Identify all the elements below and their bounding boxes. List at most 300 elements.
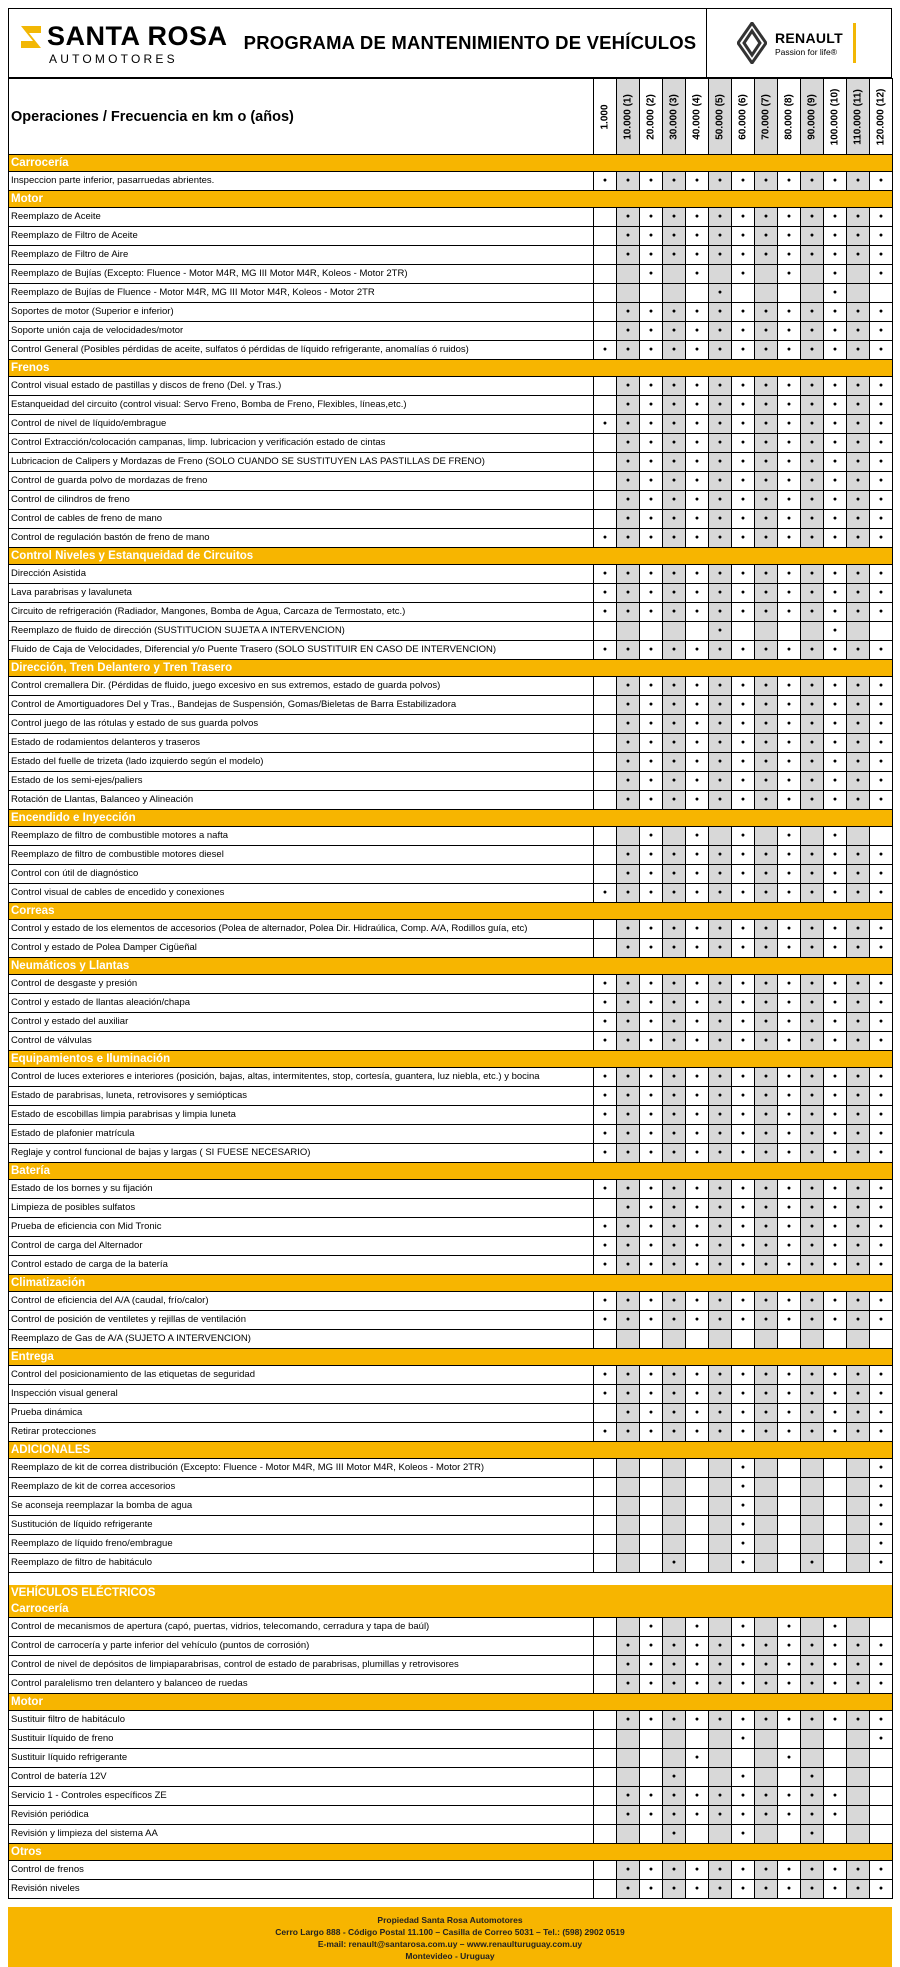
scheduled-dot: ● <box>594 994 617 1013</box>
scheduled-dot: ● <box>640 1068 663 1087</box>
scheduled-dot: ● <box>870 1711 893 1730</box>
scheduled-dot: ● <box>870 1404 893 1423</box>
table-row <box>9 884 893 903</box>
empty-cell <box>686 1768 709 1787</box>
scheduled-dot: ● <box>778 341 801 360</box>
scheduled-dot: ● <box>640 1861 663 1880</box>
scheduled-dot: ● <box>663 227 686 246</box>
scheduled-dot: ● <box>640 1237 663 1256</box>
scheduled-dot: ● <box>709 1256 732 1275</box>
scheduled-dot: ● <box>709 1366 732 1385</box>
scheduled-dot: ● <box>778 1180 801 1199</box>
empty-cell <box>847 1516 870 1535</box>
scheduled-dot: ● <box>778 434 801 453</box>
empty-cell <box>755 1497 778 1516</box>
scheduled-dot: ● <box>801 641 824 660</box>
scheduled-dot: ● <box>755 641 778 660</box>
scheduled-dot: ● <box>755 491 778 510</box>
operation-label: Reemplazo de filtro de habitáculo <box>9 1554 594 1573</box>
scheduled-dot: ● <box>847 341 870 360</box>
scheduled-dot: ● <box>778 975 801 994</box>
operation-label: Control visual estado de pastillas y discos de freno (Del. y Tras.) <box>9 377 594 396</box>
scheduled-dot: ● <box>778 1292 801 1311</box>
scheduled-dot: ● <box>686 772 709 791</box>
scheduled-dot: ● <box>617 1861 640 1880</box>
scheduled-dot: ● <box>709 1711 732 1730</box>
header <box>8 8 892 78</box>
scheduled-dot: ● <box>801 1180 824 1199</box>
operation-label: Sustituir líquido de freno <box>9 1730 594 1749</box>
section-title: Control Niveles y Estanqueidad de Circuitos <box>9 548 893 565</box>
scheduled-dot: ● <box>778 1125 801 1144</box>
scheduled-dot: ● <box>709 472 732 491</box>
scheduled-dot: ● <box>824 396 847 415</box>
empty-cell <box>640 1730 663 1749</box>
scheduled-dot: ● <box>824 1311 847 1330</box>
scheduled-dot: ● <box>686 1068 709 1087</box>
scheduled-dot: ● <box>801 341 824 360</box>
scheduled-dot: ● <box>778 1637 801 1656</box>
scheduled-dot: ● <box>709 303 732 322</box>
column-header-label: 1.000 <box>599 103 611 130</box>
scheduled-dot: ● <box>824 696 847 715</box>
scheduled-dot: ● <box>801 396 824 415</box>
scheduled-dot: ● <box>847 939 870 958</box>
empty-cell <box>709 1825 732 1844</box>
scheduled-dot: ● <box>663 510 686 529</box>
scheduled-dot: ● <box>801 1423 824 1442</box>
scheduled-dot: ● <box>870 1125 893 1144</box>
scheduled-dot: ● <box>824 791 847 810</box>
scheduled-dot: ● <box>732 1880 755 1899</box>
scheduled-dot: ● <box>640 734 663 753</box>
empty-cell <box>594 491 617 510</box>
scheduled-dot: ● <box>824 1144 847 1163</box>
scheduled-dot: ● <box>755 529 778 548</box>
empty-cell <box>755 1330 778 1349</box>
scheduled-dot: ● <box>709 753 732 772</box>
column-header-5 <box>709 79 732 155</box>
operation-label: Reemplazo de filtro de combustible motores diesel <box>9 846 594 865</box>
scheduled-dot: ● <box>824 1656 847 1675</box>
scheduled-dot: ● <box>709 975 732 994</box>
scheduled-dot: ● <box>640 1656 663 1675</box>
scheduled-dot: ● <box>732 227 755 246</box>
operation-label: Control y estado del auxiliar <box>9 1013 594 1032</box>
scheduled-dot: ● <box>686 396 709 415</box>
scheduled-dot: ● <box>686 584 709 603</box>
scheduled-dot: ● <box>801 472 824 491</box>
scheduled-dot: ● <box>870 753 893 772</box>
scheduled-dot: ● <box>778 846 801 865</box>
operation-label: Control de carrocería y parte inferior del vehículo (puntos de corrosión) <box>9 1637 594 1656</box>
empty-cell <box>801 284 824 303</box>
column-header-label: 50.000 (5) <box>714 93 726 140</box>
scheduled-dot: ● <box>686 415 709 434</box>
scheduled-dot: ● <box>640 453 663 472</box>
column-header-label: 90.000 (9) <box>806 93 818 140</box>
scheduled-dot: ● <box>732 265 755 284</box>
scheduled-dot: ● <box>663 1106 686 1125</box>
scheduled-dot: ● <box>640 434 663 453</box>
empty-cell <box>594 1637 617 1656</box>
empty-cell <box>778 622 801 641</box>
section-header <box>9 360 893 377</box>
scheduled-dot: ● <box>755 920 778 939</box>
scheduled-dot: ● <box>732 1144 755 1163</box>
scheduled-dot: ● <box>755 975 778 994</box>
scheduled-dot: ● <box>663 994 686 1013</box>
scheduled-dot: ● <box>640 1423 663 1442</box>
empty-cell <box>870 827 893 846</box>
scheduled-dot: ● <box>732 865 755 884</box>
empty-cell <box>617 1825 640 1844</box>
table-row <box>9 584 893 603</box>
table-row <box>9 1656 893 1675</box>
empty-cell <box>640 622 663 641</box>
empty-cell <box>594 1516 617 1535</box>
scheduled-dot: ● <box>663 1768 686 1787</box>
scheduled-dot: ● <box>686 1385 709 1404</box>
operation-label: Control y estado de llantas aleación/chapa <box>9 994 594 1013</box>
scheduled-dot: ● <box>617 1068 640 1087</box>
scheduled-dot: ● <box>709 603 732 622</box>
scheduled-dot: ● <box>686 1675 709 1694</box>
section-header <box>9 1601 893 1618</box>
empty-cell <box>617 1459 640 1478</box>
scheduled-dot: ● <box>732 584 755 603</box>
brand-sub: AUTOMOTORES <box>49 52 178 66</box>
scheduled-dot: ● <box>755 1423 778 1442</box>
scheduled-dot: ● <box>640 1218 663 1237</box>
scheduled-dot: ● <box>686 227 709 246</box>
scheduled-dot: ● <box>663 1423 686 1442</box>
empty-cell <box>801 827 824 846</box>
scheduled-dot: ● <box>870 1637 893 1656</box>
scheduled-dot: ● <box>709 715 732 734</box>
scheduled-dot: ● <box>663 696 686 715</box>
scheduled-dot: ● <box>847 1656 870 1675</box>
scheduled-dot: ● <box>663 529 686 548</box>
scheduled-dot: ● <box>778 172 801 191</box>
scheduled-dot: ● <box>824 994 847 1013</box>
scheduled-dot: ● <box>594 884 617 903</box>
scheduled-dot: ● <box>663 1237 686 1256</box>
scheduled-dot: ● <box>870 603 893 622</box>
section-header <box>9 660 893 677</box>
scheduled-dot: ● <box>801 303 824 322</box>
scheduled-dot: ● <box>640 772 663 791</box>
section-title: Dirección, Tren Delantero y Tren Trasero <box>9 660 893 677</box>
empty-cell <box>709 1768 732 1787</box>
empty-cell <box>594 510 617 529</box>
scheduled-dot: ● <box>778 415 801 434</box>
scheduled-dot: ● <box>663 772 686 791</box>
scheduled-dot: ● <box>778 1237 801 1256</box>
scheduled-dot: ● <box>847 322 870 341</box>
empty-cell <box>778 1825 801 1844</box>
empty-cell <box>709 1730 732 1749</box>
scheduled-dot: ● <box>732 753 755 772</box>
empty-cell <box>870 1768 893 1787</box>
scheduled-dot: ● <box>824 1423 847 1442</box>
scheduled-dot: ● <box>617 1637 640 1656</box>
scheduled-dot: ● <box>824 1385 847 1404</box>
scheduled-dot: ● <box>755 1806 778 1825</box>
scheduled-dot: ● <box>686 939 709 958</box>
scheduled-dot: ● <box>778 1218 801 1237</box>
empty-cell <box>663 1618 686 1637</box>
scheduled-dot: ● <box>870 677 893 696</box>
scheduled-dot: ● <box>617 1404 640 1423</box>
scheduled-dot: ● <box>824 434 847 453</box>
renault-diamond-icon <box>737 22 767 64</box>
operation-label: Lava parabrisas y lavaluneta <box>9 584 594 603</box>
scheduled-dot: ● <box>617 415 640 434</box>
table-row <box>9 565 893 584</box>
operation-label: Reglaje y control funcional de bajas y largas ( SI FUESE NECESARIO) <box>9 1144 594 1163</box>
scheduled-dot: ● <box>801 529 824 548</box>
empty-cell <box>640 284 663 303</box>
scheduled-dot: ● <box>778 1087 801 1106</box>
operation-label: Control y estado de los elementos de accesorios (Polea de alternador, Polea Dir. Hidraúlica, Comp. A/A, Rodillos guía, etc) <box>9 920 594 939</box>
empty-cell <box>594 1749 617 1768</box>
empty-cell <box>594 1478 617 1497</box>
scheduled-dot: ● <box>640 975 663 994</box>
scheduled-dot: ● <box>594 1144 617 1163</box>
scheduled-dot: ● <box>686 341 709 360</box>
empty-cell <box>755 1516 778 1535</box>
column-header-10 <box>824 79 847 155</box>
scheduled-dot: ● <box>824 1675 847 1694</box>
empty-cell <box>594 1825 617 1844</box>
scheduled-dot: ● <box>778 1880 801 1899</box>
scheduled-dot: ● <box>663 920 686 939</box>
scheduled-dot: ● <box>732 1423 755 1442</box>
scheduled-dot: ● <box>847 1180 870 1199</box>
scheduled-dot: ● <box>732 1554 755 1573</box>
empty-cell <box>594 472 617 491</box>
empty-cell <box>732 284 755 303</box>
scheduled-dot: ● <box>801 696 824 715</box>
scheduled-dot: ● <box>732 1637 755 1656</box>
scheduled-dot: ● <box>640 377 663 396</box>
scheduled-dot: ● <box>778 453 801 472</box>
operations-header: Operaciones / Frecuencia en km o (años) <box>9 79 594 155</box>
scheduled-dot: ● <box>663 415 686 434</box>
scheduled-dot: ● <box>732 1497 755 1516</box>
empty-cell <box>663 265 686 284</box>
scheduled-dot: ● <box>617 1711 640 1730</box>
scheduled-dot: ● <box>686 1237 709 1256</box>
scheduled-dot: ● <box>663 1880 686 1899</box>
empty-cell <box>709 1749 732 1768</box>
empty-cell <box>755 1478 778 1497</box>
scheduled-dot: ● <box>778 939 801 958</box>
scheduled-dot: ● <box>755 1199 778 1218</box>
scheduled-dot: ● <box>594 1237 617 1256</box>
empty-cell <box>755 1459 778 1478</box>
scheduled-dot: ● <box>640 677 663 696</box>
scheduled-dot: ● <box>824 491 847 510</box>
empty-cell <box>686 1330 709 1349</box>
table-row <box>9 1125 893 1144</box>
scheduled-dot: ● <box>778 772 801 791</box>
scheduled-dot: ● <box>709 341 732 360</box>
scheduled-dot: ● <box>617 1806 640 1825</box>
scheduled-dot: ● <box>755 1861 778 1880</box>
empty-cell <box>801 265 824 284</box>
scheduled-dot: ● <box>755 396 778 415</box>
brand-main: SANTA ROSA <box>47 21 228 51</box>
empty-cell <box>594 453 617 472</box>
empty-cell <box>594 322 617 341</box>
footer <box>8 1907 892 1967</box>
operation-label: Reemplazo de kit de correa distribución (Excepto: Fluence - Motor M4R, MG III Motor M4R, Koleos - Motor 2TR) <box>9 1459 594 1478</box>
scheduled-dot: ● <box>778 584 801 603</box>
scheduled-dot: ● <box>617 1106 640 1125</box>
scheduled-dot: ● <box>778 1806 801 1825</box>
scheduled-dot: ● <box>801 227 824 246</box>
scheduled-dot: ● <box>755 415 778 434</box>
scheduled-dot: ● <box>824 172 847 191</box>
scheduled-dot: ● <box>870 172 893 191</box>
column-header-label: 70.000 (7) <box>760 93 772 140</box>
scheduled-dot: ● <box>663 1825 686 1844</box>
empty-cell <box>594 846 617 865</box>
table-row <box>9 1180 893 1199</box>
operation-label: Control de cilindros de freno <box>9 491 594 510</box>
scheduled-dot: ● <box>801 1637 824 1656</box>
scheduled-dot: ● <box>801 1825 824 1844</box>
scheduled-dot: ● <box>824 1404 847 1423</box>
scheduled-dot: ● <box>663 396 686 415</box>
scheduled-dot: ● <box>801 994 824 1013</box>
scheduled-dot: ● <box>801 246 824 265</box>
scheduled-dot: ● <box>732 920 755 939</box>
scheduled-dot: ● <box>732 696 755 715</box>
operation-label: Control estado de carga de la batería <box>9 1256 594 1275</box>
table-row <box>9 715 893 734</box>
scheduled-dot: ● <box>870 246 893 265</box>
operation-label: Reemplazo de kit de correa accesorios <box>9 1478 594 1497</box>
empty-cell <box>663 1478 686 1497</box>
scheduled-dot: ● <box>709 1861 732 1880</box>
table-row <box>9 1787 893 1806</box>
scheduled-dot: ● <box>801 1404 824 1423</box>
scheduled-dot: ● <box>870 920 893 939</box>
scheduled-dot: ● <box>801 208 824 227</box>
scheduled-dot: ● <box>709 172 732 191</box>
scheduled-dot: ● <box>617 1013 640 1032</box>
scheduled-dot: ● <box>801 772 824 791</box>
empty-cell <box>870 1330 893 1349</box>
table-row <box>9 1535 893 1554</box>
scheduled-dot: ● <box>755 377 778 396</box>
scheduled-dot: ● <box>847 865 870 884</box>
scheduled-dot: ● <box>617 584 640 603</box>
scheduled-dot: ● <box>847 1237 870 1256</box>
empty-cell <box>640 1497 663 1516</box>
empty-cell <box>617 1330 640 1349</box>
table-row <box>9 1385 893 1404</box>
scheduled-dot: ● <box>824 884 847 903</box>
scheduled-dot: ● <box>778 322 801 341</box>
scheduled-dot: ● <box>594 565 617 584</box>
scheduled-dot: ● <box>709 227 732 246</box>
scheduled-dot: ● <box>709 994 732 1013</box>
scheduled-dot: ● <box>755 734 778 753</box>
operation-label: Estado de rodamientos delanteros y traseros <box>9 734 594 753</box>
scheduled-dot: ● <box>801 846 824 865</box>
operation-label: Control Extracción/colocación campanas, limp. lubricacion y verificación estado de cintas <box>9 434 594 453</box>
scheduled-dot: ● <box>732 715 755 734</box>
scheduled-dot: ● <box>847 565 870 584</box>
scheduled-dot: ● <box>824 622 847 641</box>
scheduled-dot: ● <box>617 1144 640 1163</box>
scheduled-dot: ● <box>640 1880 663 1899</box>
table-row <box>9 265 893 284</box>
operation-label: Sustituir filtro de habitáculo <box>9 1711 594 1730</box>
table-row <box>9 322 893 341</box>
scheduled-dot: ● <box>847 510 870 529</box>
scheduled-dot: ● <box>847 303 870 322</box>
scheduled-dot: ● <box>663 1311 686 1330</box>
scheduled-dot: ● <box>778 715 801 734</box>
empty-cell <box>594 1787 617 1806</box>
scheduled-dot: ● <box>824 1806 847 1825</box>
empty-cell <box>617 1497 640 1516</box>
scheduled-dot: ● <box>732 491 755 510</box>
scheduled-dot: ● <box>847 1711 870 1730</box>
empty-cell <box>870 1806 893 1825</box>
scheduled-dot: ● <box>686 1749 709 1768</box>
empty-cell <box>824 1478 847 1497</box>
empty-cell <box>847 1554 870 1573</box>
scheduled-dot: ● <box>755 1068 778 1087</box>
scheduled-dot: ● <box>847 1366 870 1385</box>
scheduled-dot: ● <box>778 603 801 622</box>
scheduled-dot: ● <box>870 303 893 322</box>
scheduled-dot: ● <box>870 377 893 396</box>
scheduled-dot: ● <box>617 1199 640 1218</box>
scheduled-dot: ● <box>847 491 870 510</box>
empty-cell <box>594 246 617 265</box>
scheduled-dot: ● <box>686 1013 709 1032</box>
scheduled-dot: ● <box>870 1106 893 1125</box>
scheduled-dot: ● <box>801 1013 824 1032</box>
scheduled-dot: ● <box>801 1106 824 1125</box>
renault-logo <box>706 9 891 77</box>
scheduled-dot: ● <box>640 846 663 865</box>
scheduled-dot: ● <box>801 584 824 603</box>
scheduled-dot: ● <box>663 1144 686 1163</box>
scheduled-dot: ● <box>640 1787 663 1806</box>
operation-label: Prueba dinámica <box>9 1404 594 1423</box>
scheduled-dot: ● <box>617 994 640 1013</box>
empty-cell <box>594 1404 617 1423</box>
empty-cell <box>778 1554 801 1573</box>
scheduled-dot: ● <box>847 846 870 865</box>
scheduled-dot: ● <box>824 1106 847 1125</box>
operation-label: Control de posición de ventiletes y rejillas de ventilación <box>9 1311 594 1330</box>
empty-cell <box>594 1199 617 1218</box>
scheduled-dot: ● <box>870 1199 893 1218</box>
scheduled-dot: ● <box>640 1087 663 1106</box>
scheduled-dot: ● <box>824 453 847 472</box>
scheduled-dot: ● <box>870 846 893 865</box>
scheduled-dot: ● <box>709 1068 732 1087</box>
